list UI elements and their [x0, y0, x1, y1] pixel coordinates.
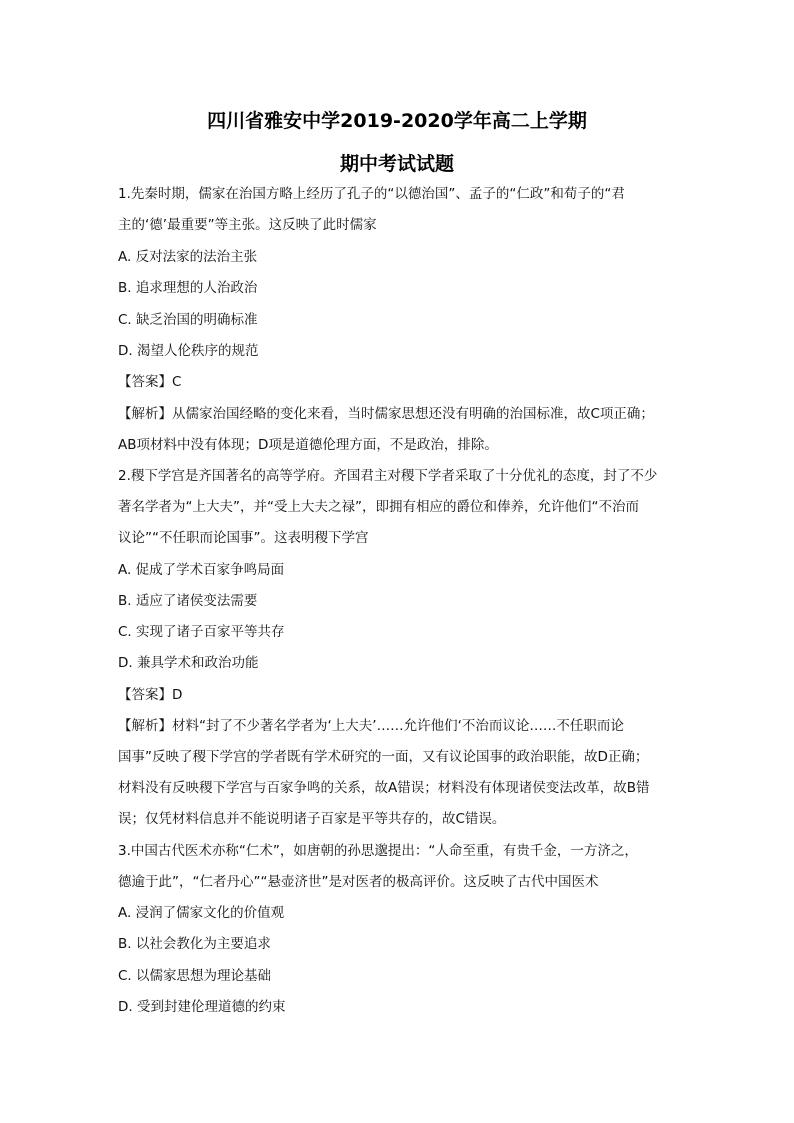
question-1-analysis-line-2: AB项材料中没有体现；D项是道德伦理方面，不是政治，排除。: [118, 437, 498, 453]
question-2-analysis-line-4: 误；仅凭材料信息并不能说明诸子百家是平等共存的，故C错误。: [118, 811, 506, 827]
question-3-stem-line-1: 3.中国古代医术亦称“仁术”，如唐朝的孙思邈提出：“人命至重，有贵千金，一方济之，: [118, 843, 638, 859]
question-1-stem-line-2: 主的‘德’最重要”等主张。这反映了此时儒家: [118, 217, 377, 233]
question-1-answer: 【答案】C: [118, 374, 182, 390]
question-2-option-c: C. 实现了诸子百家平等共存: [118, 624, 285, 640]
question-2-answer: 【答案】D: [118, 687, 183, 703]
question-2-analysis-line-3: 材料没有反映稷下学宫与百家争鸣的关系，故A错误；材料没有体现诸侯变法改革，故B错: [118, 780, 650, 796]
question-1-option-d: D. 渴望人伦秩序的规范: [118, 343, 259, 359]
question-2-analysis-line-2: 国事”反映了稷下学宫的学者既有学术研究的一面，又有议论国事的政治职能，故D正确；: [118, 749, 649, 765]
question-3-option-c: C. 以儒家思想为理论基础: [118, 968, 272, 984]
question-2-analysis-line-1: 【解析】材料“封了不少著名学者为‘上大夫’……允许他们‘不治而议论……不任职而论: [118, 718, 624, 734]
question-3-stem-line-2: 德逾于此”，“仁者丹心”“悬壶济世”是对医者的极高评价。这反映了古代中国医术: [118, 874, 599, 890]
document-title: 四川省雅安中学2019-2020学年高二上学期: [207, 110, 587, 132]
question-2-stem-line-2: 著名学者为“上大夫”，并“受上大夫之禄”，即拥有相应的爵位和俸养，允许他们“不治而: [118, 499, 639, 515]
question-1-stem-line-1: 1.先秦时期，儒家在治国方略上经历了孔子的“以德治国”、孟子的“仁政”和荀子的“君: [118, 186, 625, 202]
question-1-option-b: B. 追求理想的人治政治: [118, 280, 258, 296]
question-1-option-c: C. 缺乏治国的明确标准: [118, 312, 258, 328]
question-3-option-b: B. 以社会教化为主要追求: [118, 936, 271, 952]
question-2-option-a: A. 促成了学术百家争鸣局面: [118, 562, 285, 578]
question-2-stem-line-1: 2.稷下学宫是齐国著名的高等学府。齐国君主对稷下学者采取了十分优礼的态度，封了不少: [118, 468, 658, 484]
document-subtitle: 期中考试试题: [339, 153, 454, 175]
question-3-option-a: A. 浸润了儒家文化的价值观: [118, 905, 285, 921]
question-1-analysis-line-1: 【解析】从儒家治国经略的变化来看，当时儒家思想还没有明确的治国标准，故C项正确；: [118, 406, 654, 422]
question-2-option-b: B. 适应了诸侯变法需要: [118, 593, 258, 609]
question-2-option-d: D. 兼具学术和政治功能: [118, 655, 259, 671]
question-1-option-a: A. 反对法家的法治主张: [118, 249, 258, 265]
question-3-option-d: D. 受到封建伦理道德的约束: [118, 999, 286, 1015]
question-2-stem-line-3: 议论”“不任职而论国事”。这表明稷下学宫: [118, 530, 369, 546]
